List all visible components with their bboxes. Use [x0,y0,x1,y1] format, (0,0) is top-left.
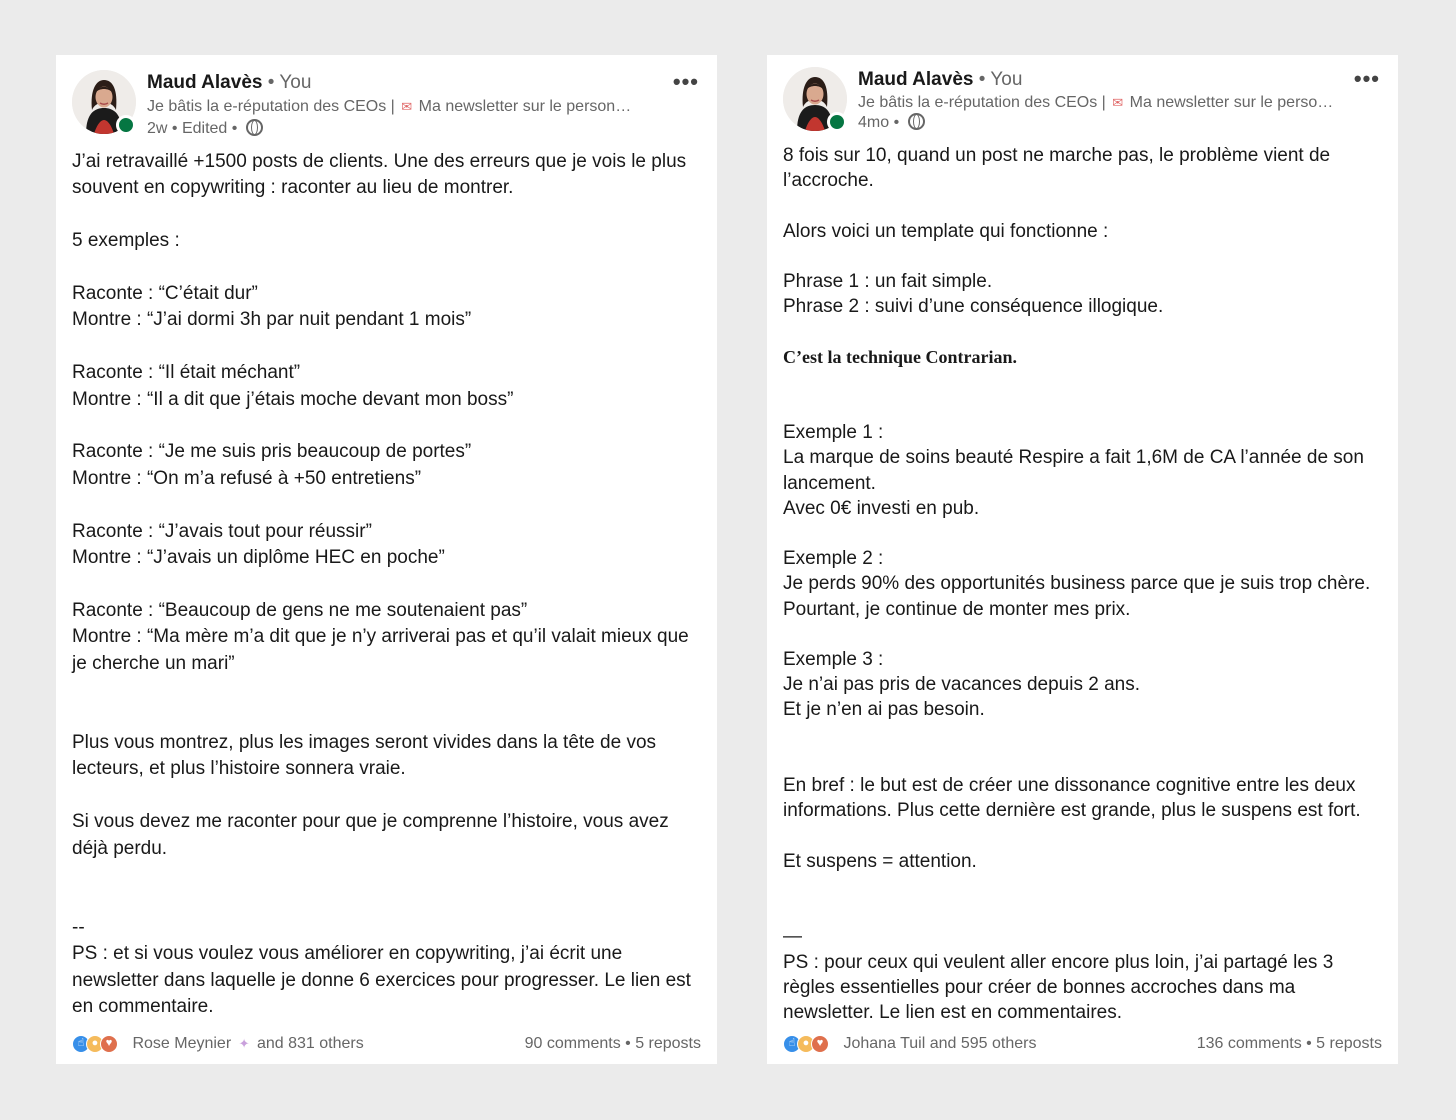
more-options-icon[interactable]: ••• [1353,66,1380,91]
post-card [56,55,717,1064]
text-line: Montre : “Il a dit que j’étais moche devant mon boss” [72,388,514,410]
social-counts [783,1032,1382,1056]
text-line: Raconte : “Beaucoup de gens ne me soutenaient pas” [72,599,528,621]
blank-line [72,783,701,809]
blank-line [783,395,1382,420]
text-line: Raconte : “J’avais tout pour réussir” [72,520,372,542]
blank-line [72,572,701,598]
reactor-others: and 831 others [256,1035,364,1052]
post-header [72,69,701,139]
blank-line [72,334,701,360]
reactor-name: Rose Meynier [132,1035,232,1052]
blank-line [783,899,1382,924]
more-options-icon[interactable]: ••• [672,69,699,94]
blank-line [72,704,701,730]
heart-letter-icon: ✉ [401,99,413,114]
author-line: Maud Alavès • You [858,69,1023,90]
text-line: Alors voici un template qui fonctionne : [783,220,1109,242]
insightful-reaction-icon: ● [86,1035,104,1053]
like-reaction-icon: ☝ [783,1035,801,1053]
text-line: La marque de soins beauté Respire a fait 1,6M de CA l’année de son lancement. [783,447,1370,494]
text-line: En bref : le but est de créer une dissonance cognitive entre les deux informations. Plus cette dernière est grande, plus le suspens est fort. [783,775,1361,822]
post-timestamp [147,118,661,140]
post-text [783,143,1382,1025]
blank-line [783,823,1382,848]
blank-line [72,255,701,281]
author-meta [147,71,661,140]
headline-part-1: Je bâtis la e-réputation des CEOs | [858,94,1106,111]
blank-line [783,723,1382,748]
text-line: PS : pour ceux qui veulent aller encore plus loin, j’ai partagé les 3 règles essentielles pour créer de bonnes accroches dans ma newsletter. Le lien est en commentaires. [783,951,1339,1023]
text-line: J’ai retravaillé +1500 posts de clients. Une des erreurs que je vois le plus souvent en copywriting : raconter au lieu de montrer. [72,151,692,199]
text-line: -- [72,916,85,938]
blank-line [72,202,701,228]
headline-part-2: Ma newsletter sur le perso… [1129,94,1334,111]
you-label: You [279,72,312,93]
text-line: C’est la technique Contrarian. [783,346,1017,367]
text-line: PS : et si vous voulez vous améliorer en copywriting, j’ai écrit une newsletter dans laquelle je donne 6 exercices pour progresser. Le lien est en commentaire. [72,943,697,1017]
text-line: Si vous devez me raconter pour que je comprenne l’histoire, vous avez déjà perdu. [72,811,674,859]
author-name[interactable]: Maud Alavès [147,72,263,93]
comments-reposts[interactable]: 90 comments • 5 reposts [524,1035,701,1052]
text-line: Je perds 90% des opportunités business parce que je suis trop chère. [783,573,1371,595]
text-line: Avec 0€ investi en pub. [783,497,980,519]
online-status-dot [827,112,847,132]
text-line: Phrase 2 : suivi d’une conséquence illogique. [783,296,1164,318]
text-line: Raconte : “Je me suis pris beaucoup de portes” [72,441,472,463]
social-counts [72,1032,701,1056]
text-line: — [783,926,802,948]
text-line: Plus vous montrez, plus les images seront vivides dans la tête de vos lecteurs, et plus l’histoire sonnera vraie. [72,731,662,780]
text-line: Et suspens = attention. [783,850,977,872]
text-line: 5 exemples : [72,230,180,252]
heart-letter-icon: ✉ [1112,95,1124,110]
text-line: Exemple 2 : [783,548,884,570]
fairy-emoji-icon: ✦ [238,1036,250,1051]
reactor-summary: Johana Tuil and 595 others [843,1035,1037,1052]
post-timestamp [858,113,1342,133]
love-reaction-icon: ♥ [100,1035,118,1053]
online-status-dot [116,115,136,135]
text-line: Montre : “J’avais un diplôme HEC en poche” [72,547,445,569]
post-header [783,66,1382,139]
post-text [72,149,701,1020]
text-line: Exemple 3 : [783,649,884,671]
author-meta [858,68,1342,133]
headline-part-1: Je bâtis la e-réputation des CEOs | [147,98,395,115]
time-text: 2w • Edited • [147,120,238,137]
blank-line [72,677,701,703]
reactions-summary[interactable] [72,1032,364,1056]
text-line: Montre : “On m’a refusé à +50 entretiens” [72,467,422,489]
text-line: Raconte : “Il était méchant” [72,362,301,384]
text-line: Raconte : “C’était dur” [72,283,258,305]
text-line: Et je n’en ai pas besoin. [783,699,985,721]
blank-line [783,521,1382,546]
blank-line [783,319,1382,344]
blank-line [72,888,701,914]
post-card [767,55,1398,1064]
insightful-reaction-icon: ● [797,1035,815,1053]
like-reaction-icon: ☝ [72,1035,90,1053]
author-headline [147,96,661,118]
text-line: 8 fois sur 10, quand un post ne marche pas, le problème vient de l’accroche. [783,145,1336,192]
blank-line [783,244,1382,269]
author-line: Maud Alavès • You [147,72,312,93]
reaction-icons [783,1034,833,1054]
blank-line [783,748,1382,773]
comments-reposts[interactable]: 136 comments • 5 reposts [1196,1035,1382,1052]
blank-line [783,193,1382,218]
blank-line [783,370,1382,395]
text-line: Je n’ai pas pris de vacances depuis 2 ans. [783,674,1140,696]
text-line: Montre : “J’ai dormi 3h par nuit pendant 1 mois” [72,309,472,331]
reactions-summary[interactable] [783,1032,1036,1056]
text-line: Montre : “Ma mère m’a dit que je n’y arriverai pas et qu’il valait mieux que je cherche un mari” [72,626,694,674]
reaction-icons [72,1034,122,1054]
blank-line [783,874,1382,899]
blank-line [783,622,1382,647]
author-headline [858,93,1342,113]
blank-line [72,862,701,888]
time-text: 4mo • [858,114,900,131]
you-label: You [990,69,1023,90]
text-line: Phrase 1 : un fait simple. [783,271,993,293]
text-line: Pourtant, je continue de monter mes prix. [783,598,1131,620]
text-line: Exemple 1 : [783,422,884,444]
author-name[interactable]: Maud Alavès [858,69,974,90]
globe-icon [908,113,925,130]
blank-line [72,413,701,439]
globe-icon [246,119,263,136]
blank-line [72,492,701,518]
love-reaction-icon: ♥ [811,1035,829,1053]
headline-part-2: Ma newsletter sur le person… [418,98,632,115]
